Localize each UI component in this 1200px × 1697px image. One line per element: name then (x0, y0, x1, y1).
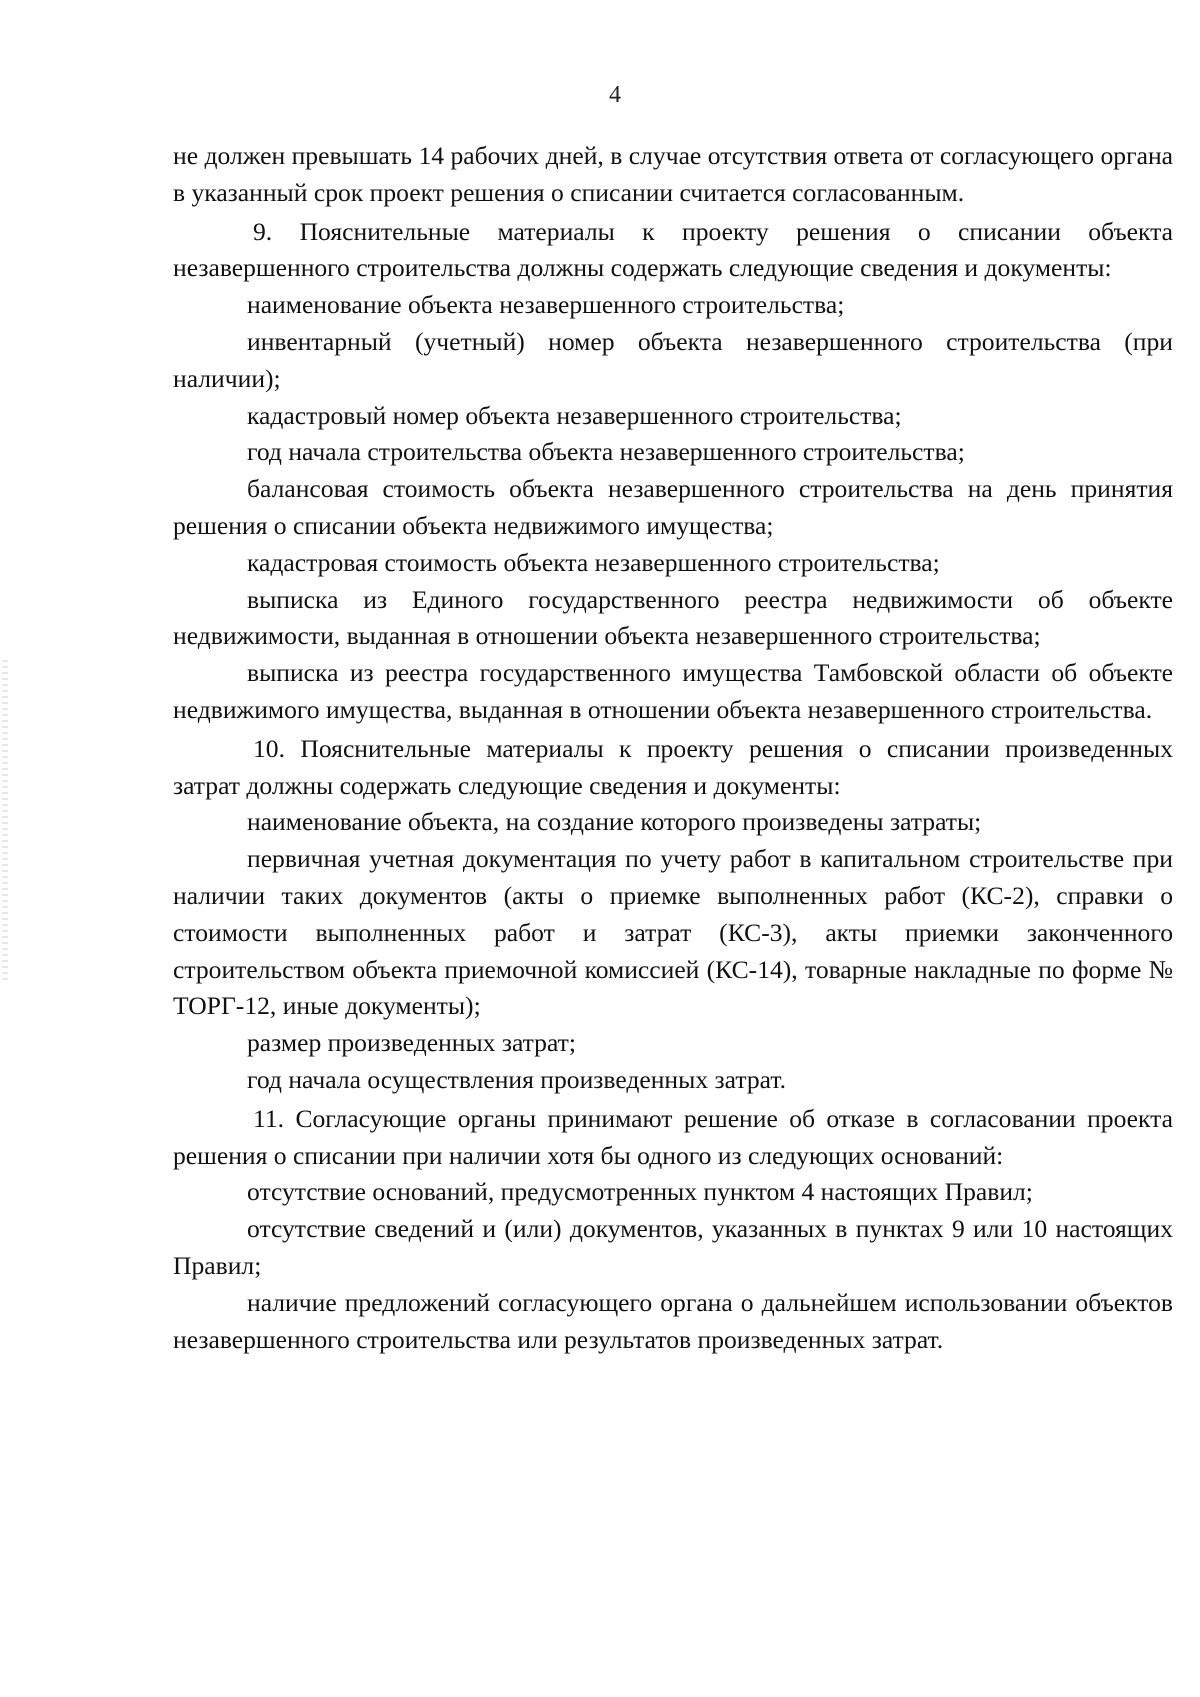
list-item: отсутствие сведений и (или) документов, указанных в пунктах 9 или 10 настоящих Правил; (173, 1214, 1173, 1280)
list-item: кадастровый номер объекта незавершенного строительства; (247, 400, 902, 430)
list-item: инвентарный (учетный) номер объекта незавершенного строительства (при наличии); (173, 326, 1173, 393)
list-item: наименование объекта незавершенного строительства; (247, 290, 845, 320)
list-item: выписка из реестра государственного имущества Тамбовской области об объекте недвижимого имущества, выданная в отношении объекта незавершенного строительства. (173, 658, 1173, 724)
document-body (173, 138, 1173, 1358)
page-number: 4 (609, 82, 621, 108)
list-item: наличие предложений согласующего органа о дальнейшем использовании объектов незавершенного строительства или результатов произведенных затрат. (173, 1287, 1173, 1354)
numbered-paragraph: 9. Пояснительные материалы к проекту решения о списании объекта незавершенного строительства должны содержать следующие сведения и документы: (173, 216, 1173, 283)
list-item: первичная учетная документация по учету работ в капитальном строительстве при наличии таких документов (акты о приемке выполненных работ (КС-2), справки о стоимости выполненных работ и затрат (КС-3), акты приемки законченного строительством объекта приемочной комиссией (КС-14), товарные накладные по форме № ТОРГ-12, иные документы); (173, 844, 1173, 1021)
numbered-paragraph: 11. Согласующие органы принимают решение об отказе в согласовании проекта решения о списании при наличии хотя бы одного из следующих оснований: (173, 1103, 1173, 1170)
list-item: год начала строительства объекта незавершенного строительства; (247, 437, 965, 467)
list-item: отсутствие оснований, предусмотренных пунктом 4 настоящих Правил; (247, 1177, 1033, 1207)
continued-paragraph: не должен превышать 14 рабочих дней, в случае отсутствия ответа от согласующего органа в указанный срок проект решения о списании считается согласованным. (173, 141, 1173, 207)
list-item: год начала осуществления произведенных затрат. (247, 1064, 786, 1094)
list-item: выписка из Единого государственного реестра недвижимости об объекте недвижимости, выданная в отношении объекта незавершенного строительства; (173, 584, 1173, 651)
list-item: балансовая стоимость объекта незавершенного строительства на день принятия решения о списании объекта недвижимого имущества; (173, 474, 1173, 540)
scan-margin-artifact (2, 660, 8, 980)
list-item: кадастровая стоимость объекта незавершенного строительства; (247, 547, 940, 577)
list-item: наименование объекта, на создание которого произведены затраты; (247, 807, 982, 837)
numbered-paragraph: 10. Пояснительные материалы к проекту решения о списании произведенных затрат должны содержать следующие сведения и документы: (173, 733, 1173, 800)
list-item: размер произведенных затрат; (247, 1028, 576, 1058)
